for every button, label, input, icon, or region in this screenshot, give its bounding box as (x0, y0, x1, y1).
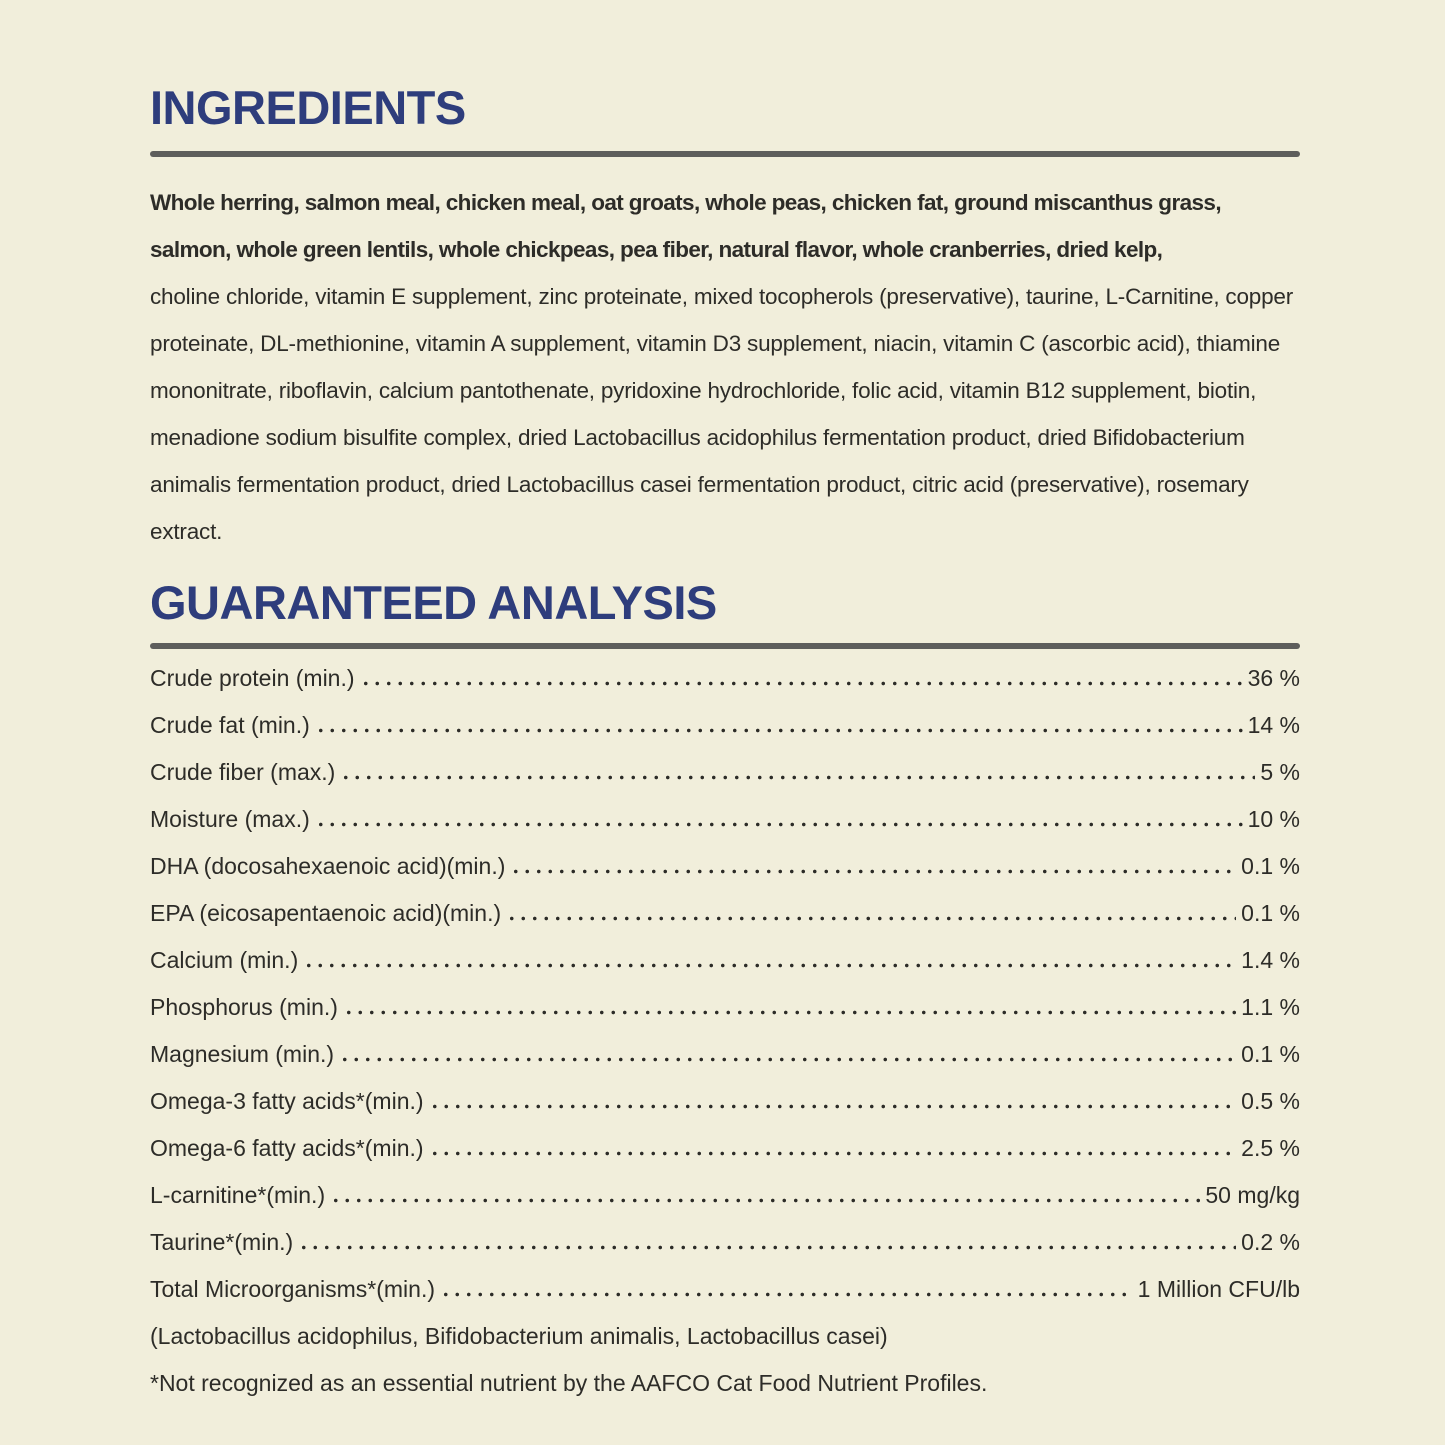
analysis-row-label: EPA (eicosapentaenoic acid)(min.) (150, 900, 502, 927)
analysis-row-value: 0.5 % (1241, 1088, 1300, 1115)
analysis-row (150, 843, 1300, 890)
analysis-row-value: 50 mg/kg (1205, 1182, 1300, 1209)
analysis-row-label: Omega-3 fatty acids*(min.) (150, 1088, 424, 1115)
dot-leader (343, 1010, 1236, 1015)
analysis-row (150, 1266, 1300, 1313)
ingredients-regular-text: choline chloride, vitamin E supplement, zinc proteinate, mixed tocopherols (preservative), taurine, L-Carnitine, copper proteinate, DL-methionine, vitamin A supplement, vitamin D3 supplement, niacin, vitamin C (ascorbic acid), thiamine mononitrate, riboflavin, calcium pantothenate, pyridoxine hydrochloride, folic acid, vitamin B12 supplement, biotin, menadione sodium bisulfite complex, dried Lactobacillus acidophilus fermentation product, dried Bifidobacterium animalis fermentation product, dried Lactobacillus casei fermentation product, citric acid (preservative), rosemary extract. (150, 283, 1294, 544)
dot-leader (440, 1292, 1133, 1297)
analysis-row-label: Magnesium (min.) (150, 1041, 335, 1068)
dot-leader (429, 1151, 1237, 1156)
dot-leader (506, 916, 1236, 921)
analysis-row-label: Moisture (max.) (150, 806, 310, 833)
ingredients-divider (150, 151, 1300, 157)
analysis-row-label: Total Microorganisms*(min.) (150, 1276, 436, 1303)
analysis-row-label: Phosphorus (min.) (150, 994, 338, 1021)
analysis-row (150, 984, 1300, 1031)
dot-leader (298, 1245, 1236, 1250)
ingredients-title: INGREDIENTS (150, 81, 466, 134)
analysis-row-value: 0.1 % (1241, 853, 1300, 880)
analysis-organisms-note: (Lactobacillus acidophilus, Bifidobacterium animalis, Lactobacillus casei) (150, 1323, 888, 1350)
guaranteed-analysis-title: GUARANTEED ANALYSIS (150, 575, 717, 629)
analysis-row-label: L-carnitine*(min.) (150, 1182, 326, 1209)
dot-leader (339, 1057, 1236, 1062)
analysis-row-label: Taurine*(min.) (150, 1229, 294, 1256)
dot-leader (303, 963, 1236, 968)
analysis-row-value: 2.5 % (1241, 1135, 1300, 1162)
analysis-row (150, 890, 1300, 937)
analysis-row-value: 1 Million CFU/lb (1137, 1276, 1300, 1303)
analysis-row-value: 1.1 % (1241, 994, 1300, 1021)
dot-leader (510, 869, 1236, 874)
analysis-row-value: 1.4 % (1241, 947, 1300, 974)
dot-leader (429, 1104, 1237, 1109)
analysis-row-value: 0.1 % (1241, 1041, 1300, 1068)
analysis-row (150, 1125, 1300, 1172)
analysis-row-value: 10 % (1247, 806, 1300, 833)
analysis-row-value: 5 % (1260, 759, 1300, 786)
analysis-row-value: 14 % (1247, 712, 1300, 739)
analysis-row-value: 0.2 % (1241, 1229, 1300, 1256)
analysis-row-value: 0.1 % (1241, 900, 1300, 927)
analysis-footnote: *Not recognized as an essential nutrient by the AAFCO Cat Food Nutrient Profiles. (150, 1370, 988, 1397)
analysis-row (150, 749, 1300, 796)
analysis-row-label: Crude fat (min.) (150, 712, 310, 739)
analysis-row (150, 655, 1300, 702)
analysis-row (150, 1172, 1300, 1219)
analysis-row (150, 1031, 1300, 1078)
analysis-table (150, 655, 1300, 1313)
analysis-row-label: Crude fiber (max.) (150, 759, 336, 786)
dot-leader (315, 822, 1243, 827)
analysis-row (150, 1078, 1300, 1125)
dot-leader (315, 728, 1243, 733)
analysis-row (150, 796, 1300, 843)
ingredients-bold-text: Whole herring, salmon meal, chicken meal, oat groats, whole peas, chicken fat, ground miscanthus grass, salmon, whole green lentils, whole chickpeas, pea fiber, natural flavor, whole cranberries, dried kelp, (150, 189, 1222, 262)
analysis-row (150, 937, 1300, 984)
analysis-row-label: Crude protein (min.) (150, 665, 355, 692)
analysis-row-value: 36 % (1247, 665, 1300, 692)
analysis-row-label: Omega-6 fatty acids*(min.) (150, 1135, 424, 1162)
analysis-row-label: Calcium (min.) (150, 947, 299, 974)
dot-leader (330, 1198, 1200, 1203)
analysis-row-label: DHA (docosahexaenoic acid)(min.) (150, 853, 506, 880)
analysis-row (150, 702, 1300, 749)
analysis-divider (150, 643, 1300, 649)
analysis-row (150, 1219, 1300, 1266)
dot-leader (340, 775, 1255, 780)
ingredients-paragraph (150, 179, 1300, 555)
dot-leader (360, 681, 1243, 686)
